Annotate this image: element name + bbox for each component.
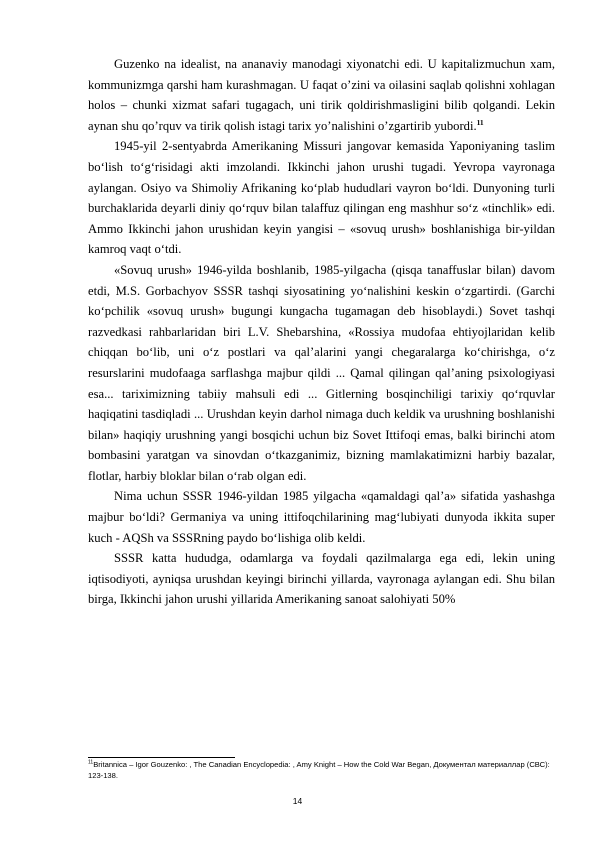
paragraph-1 <box>88 54 555 136</box>
footnote-separator <box>88 757 235 758</box>
paragraph-5: SSSR katta hududga, odamlarga va foydali qazilmalarga ega edi, lekin uning iqtisodiyoti, ayniqsa urushdan keyingi birinchi yillarda, vayronaga aylangan edi. Shu bilan birga, Ikkinchi jahon urushi yillarida Amerikaning sanoat salohiyati 50% <box>88 551 555 607</box>
body-text <box>88 54 555 610</box>
footnote <box>88 759 555 781</box>
footnote-number: 11 <box>88 759 94 766</box>
footnote-text: Britannica – Igor Gouzenko: , The Canadian Encyclopedia: , Amy Knight – How the Cold War Began, Документал материаллар (СВС): 123-138. <box>88 760 550 780</box>
paragraph-4: Nima uchun SSSR 1946-yildan 1985 yilgacha «qamaldagi qal’a» sifatida yashashga majbur bo‘ldi? Germaniya va uning ittifoqchilarining mag‘lubiyati dunyoda ikkita super kuch - AQSh va SSSRning paydo bo‘lishiga olib keldi. <box>88 489 555 545</box>
paragraph-2: 1945-yil 2-sentyabrda Amerikaning Missuri jangovar kemasida Yaponiyaning taslim bo‘lish to‘g‘risidagi akti imzolandi. Ikkinchi jahon urushi tugadi. Yevropa vayronaga aylangan. Osiyo va Shimoliy Afrikaning ko‘plab hududlari vayron bo‘ldi. Dunyoning turli burchaklarida deyarli diniy qo‘rquv bilan talaffuz qilingan eng mashhur so‘z «tinchlik» edi. Ammo Ikkinchi jahon urushidan keyin yangisi – «sovuq urush» boshlanishiga bir-yildan kamroq vaqt o‘tdi. <box>88 139 555 257</box>
paragraph-1-text: Guzenko na idealist, na ananaviy manodagi xiyonatchi edi. U kapitalizmuchun xam, kommunizmga qarshi ham kurashmagan. U faqat o’zini va oilasini saqlab qolishni xohlagan holos – chunki xizmat safari tugagach, uni tirik qoldirishmasligini bilib qolgandi. Lekin aynan shu qo’rquv va tirik qolish istagi tarix yo’nalishini o’zgartirib yubordi. <box>88 57 555 133</box>
paragraph-3: «Sovuq urush» 1946-yilda boshlanib, 1985-yilgacha (qisqa tanaffuslar bilan) davom etdi, M.S. Gorbachyov SSSR tashqi siyosatining yo‘nalishini keskin o‘zgartirdi. (Garchi ko‘pchilik «sovuq urush» bugungi kungacha tugamagan deb hisoblaydi.) Sovet tashqi razvedkasi rahbarlaridan biri L.V. Shebarshina, «Rossiya mudofaa ehtiyojlaridan kelib chiqqan bo‘lib, uni o‘z postlari va qal’alarini yangi chegaralarga ko‘chirishga, o‘z resurslarini mudofaaga sarflashga majbur qildi ... Qamal qilingan qal’aning psixologiyasi esa... tariximizning tabiiy mahsuli edi ... Gitlerning bosqinchiligi tarixiy qo‘rquvlar haqiqatini tasdiqladi ... Urushdan keyin darhol nimaga duch keldik va urushning boshlanishi bilan» haqiqiy urushning yangi bosqichi uchun biz Sovet Ittifoqi emas, balki birinchi atom bombasini yaratgan va sinovdan o‘tkazganimiz, bizning mamlakatimizni harbiy bazalar, flotlar, harbiy bloklar bilan o‘rab olgan edi. <box>88 262 555 483</box>
footnote-reference[interactable]: 11 <box>476 117 484 127</box>
page-number: 14 <box>292 796 303 806</box>
